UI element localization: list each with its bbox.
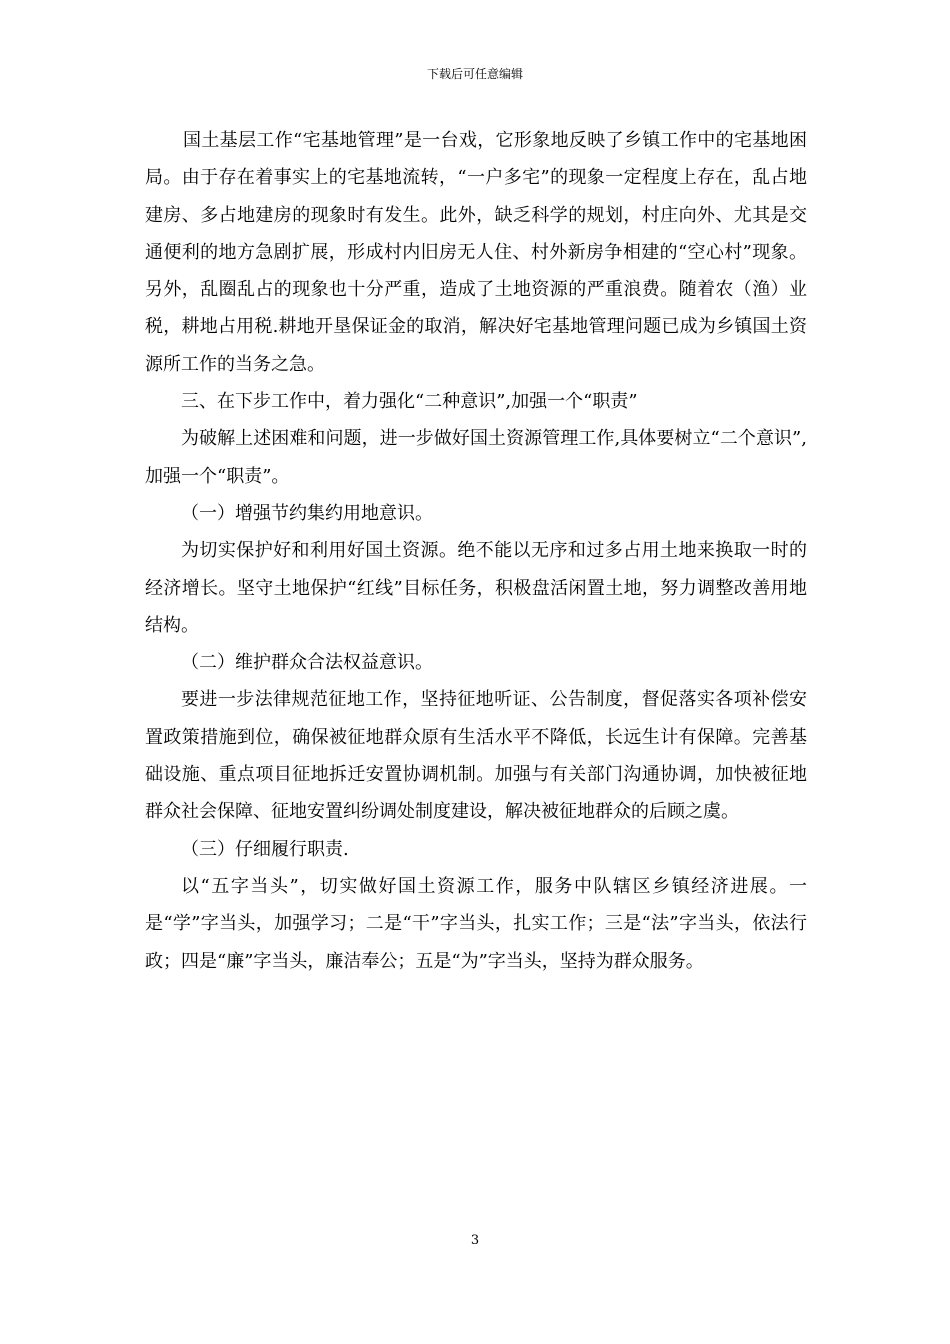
page-number: 3 [470,1233,480,1248]
subheading-one: （一）增强节约集约用地意识。 [181,502,433,524]
section-heading-three: 三、在下步工作中，着力强化“二种意识”,加强一个“职责” [181,391,638,413]
subheading-three: （三）仔细履行职责. [181,838,349,860]
document-body [145,122,807,980]
paragraph-section-intro: 为破解上述困难和问题，进一步做好国土资源管理工作,具体要树立“二个意识”,加强一个“职责”。 [145,428,807,487]
paragraph-land-conservation: 为切实保护好和利用好国土资源。绝不能以无序和过多占用土地来换取一时的经济增长。坚守土地保护“红线”目标任务，积极盘活闲置土地，努力调整改善用地结构。 [145,540,807,636]
paragraph-public-rights: 要进一步法律规范征地工作，坚持征地听证、公告制度，督促落实各项补偿安置政策措施到位，确保被征地群众原有生活水平不降低，长远生计有保障。完善基础设施、重点项目征地拆迁安置协调机制。加强与有关部门沟通协调，加快被征地群众社会保障、征地安置纠纷调处制度建设，解决被征地群众的后顾之虞。 [145,689,807,823]
page-header: 下载后可任意编辑 [426,67,523,81]
paragraph-homestead-management: 国土基层工作“宅基地管理”是一台戏，它形象地反映了乡镇工作中的宅基地困局。由于存在着事实上的宅基地流转，“一户多宅”的现象一定程度上存在，乱占地建房、多占地建房的现象时有发生。此外，缺乏科学的规划，村庄向外、尤其是交通便利的地方急剧扩展，形成村内旧房无人住、村外新房争相建的“空心村”现象。另外，乱圈乱占的现象也十分严重，造成了土地资源的严重浪费。随着农（渔）业税，耕地占用税.耕地开垦保证金的取消，解决好宅基地管理问题已成为乡镇国土资源所工作的当务之急。 [145,130,807,375]
paragraph-duties: 以“五字当头”，切实做好国土资源工作，服务中队辖区乡镇经济进展。一是“学”字当头，加强学习；二是“干”字当头，扎实工作；三是“法”字当头，依法行政；四是“廉”字当头，廉洁奉公；五是“为”字当头，坚持为群众服务。 [145,875,807,972]
subheading-two: （二）维护群众合法权益意识。 [181,652,433,674]
